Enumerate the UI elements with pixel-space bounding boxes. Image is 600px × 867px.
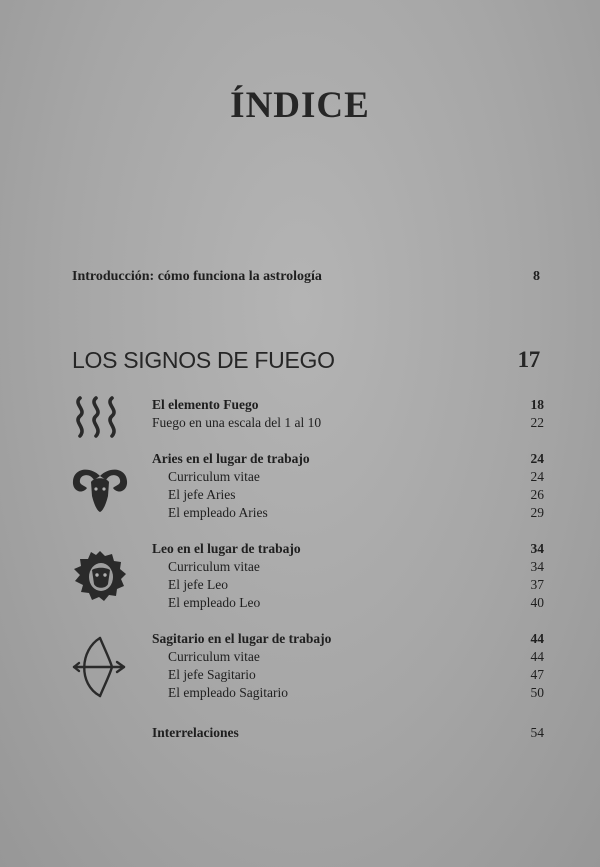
toc-page-number: 50 (530, 685, 544, 700)
section-heading (72, 347, 540, 374)
toc-entry-label: El empleado Sagitario (168, 685, 288, 700)
toc-group-sagitario (152, 630, 544, 702)
toc-page-number: 40 (530, 595, 544, 610)
toc-page-number: 44 (530, 631, 544, 646)
toc-intro-label: Introducción: cómo funciona la astrología (72, 269, 322, 284)
toc-entry-label: Curriculum vitae (168, 469, 260, 484)
toc-entry-label: El jefe Sagitario (168, 667, 256, 682)
toc-intro-page: 8 (533, 269, 540, 284)
toc-heading (152, 540, 544, 558)
toc-page-number: 29 (530, 505, 544, 520)
toc-entry-label: El jefe Leo (168, 577, 228, 592)
toc-page-number: 22 (530, 415, 544, 430)
toc-heading (152, 630, 544, 648)
toc-group-interrelaciones (152, 724, 544, 742)
toc-page-number: 34 (530, 541, 544, 556)
toc-entry (152, 594, 544, 612)
toc-page-number: 44 (530, 649, 544, 664)
lion-leo-icon (70, 548, 128, 604)
toc-entry (152, 684, 544, 702)
toc-entry (152, 648, 544, 666)
section-heading-page: 17 (517, 347, 540, 372)
toc-entry (152, 414, 544, 432)
toc-page-number: 24 (530, 469, 544, 484)
toc-page-number: 47 (530, 667, 544, 682)
fire-waves-icon (70, 394, 122, 440)
toc-heading-label: Leo en el lugar de trabajo (152, 541, 301, 556)
toc-entry-label: El empleado Aries (168, 505, 268, 520)
toc-page-number: 24 (530, 451, 544, 466)
toc-entry (152, 576, 544, 594)
toc-page-number: 18 (530, 397, 544, 412)
toc-entry (152, 468, 544, 486)
toc-group-leo (152, 540, 544, 612)
toc-entry-label: El jefe Aries (168, 487, 236, 502)
toc-heading-label: Sagitario en el lugar de trabajo (152, 631, 332, 646)
toc-entry-label: El empleado Leo (168, 595, 261, 610)
section-heading-label: LOS SIGNOS DE FUEGO (72, 347, 335, 373)
toc-entry (152, 666, 544, 684)
toc-group-fuego (152, 396, 544, 432)
toc-entry (152, 558, 544, 576)
toc-heading (152, 396, 544, 414)
toc-entry-label: Curriculum vitae (168, 649, 260, 664)
ram-aries-icon (70, 464, 130, 514)
toc-entry-label: Fuego en una escala del 1 al 10 (152, 415, 322, 430)
toc-heading-label: Aries en el lugar de trabajo (152, 451, 310, 466)
toc-page-number: 37 (530, 577, 544, 592)
toc-page-number: 26 (530, 487, 544, 502)
toc-page-number: 54 (530, 725, 544, 740)
page-title: ÍNDICE (230, 85, 370, 126)
toc-heading-label: El elemento Fuego (152, 397, 259, 412)
toc-heading (152, 724, 544, 742)
toc-entry (152, 504, 544, 522)
bow-arrow-sagittarius-icon (70, 634, 128, 700)
toc-heading (152, 450, 544, 468)
toc-heading-label: Interrelaciones (152, 725, 239, 740)
toc-entry (152, 486, 544, 504)
toc-entry-label: Curriculum vitae (168, 559, 260, 574)
toc-page-number: 34 (530, 559, 544, 574)
toc-group-aries (152, 450, 544, 522)
toc-intro (72, 268, 540, 286)
